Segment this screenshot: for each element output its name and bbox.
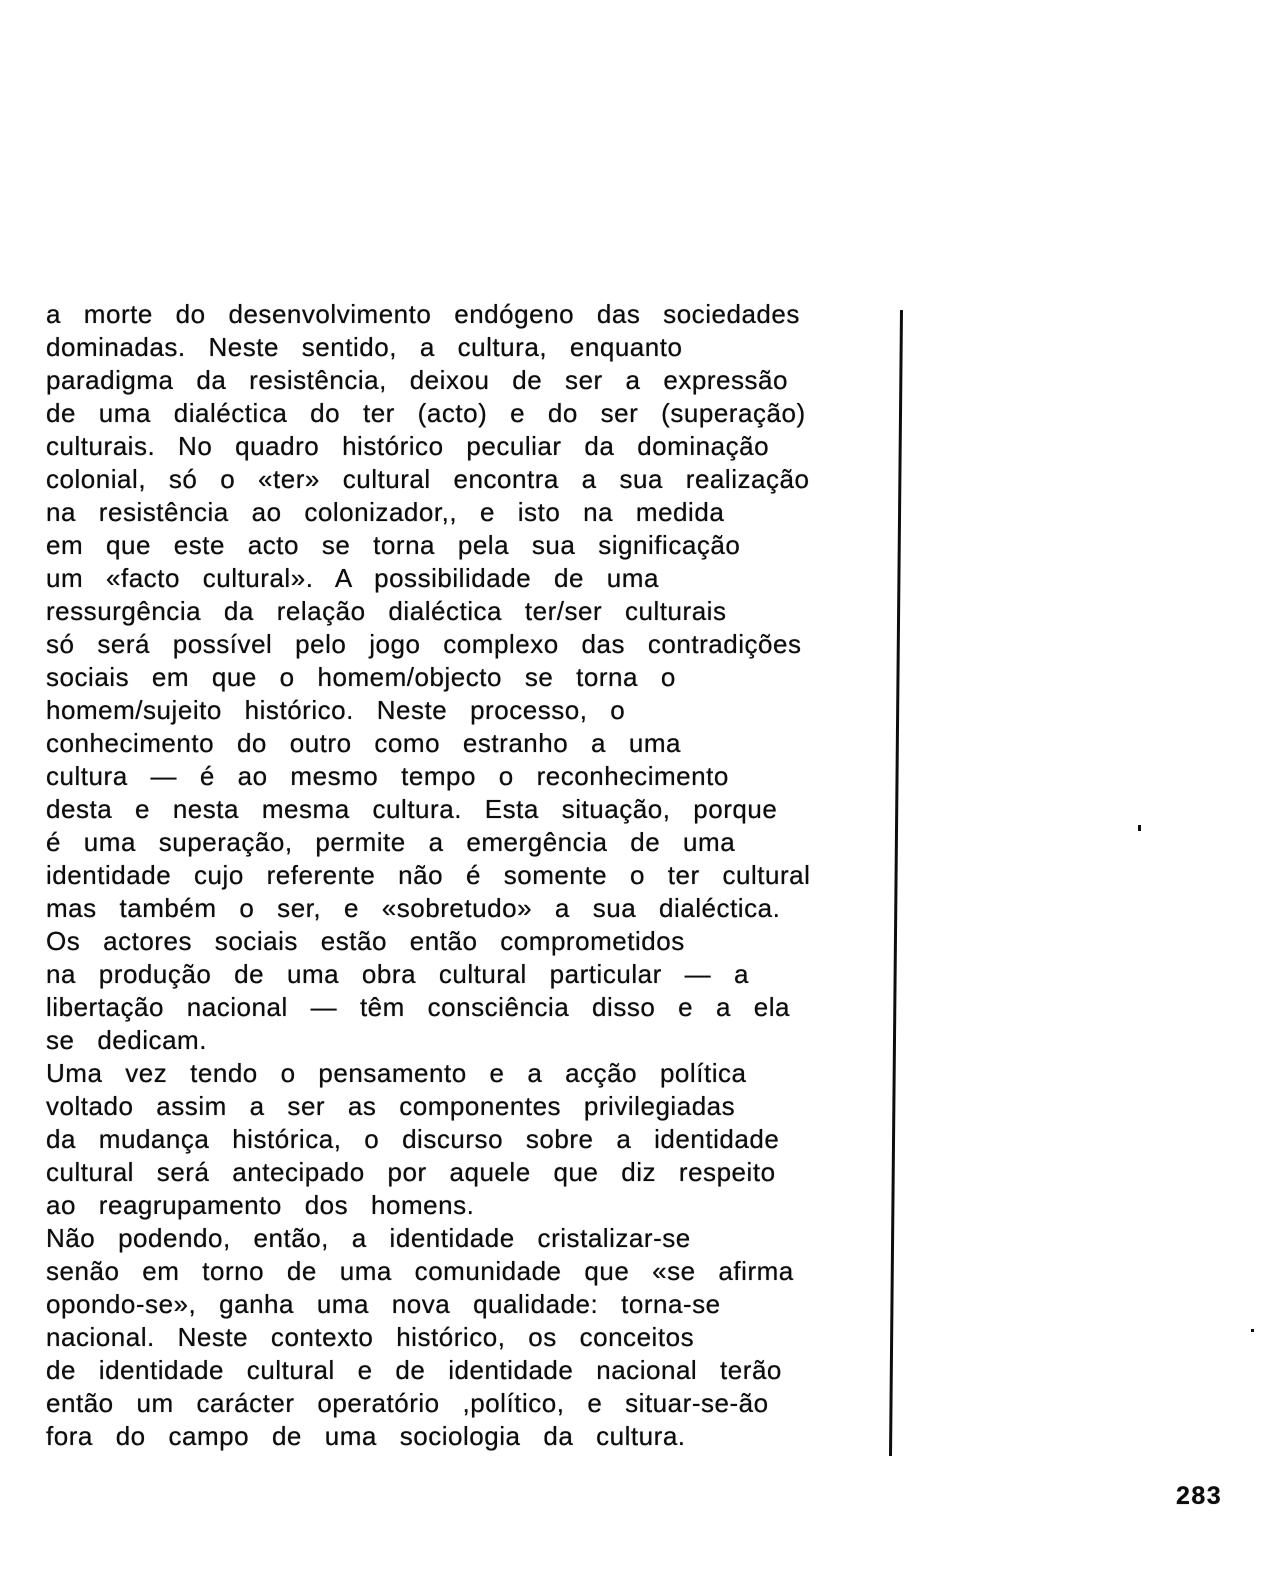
text-line: identidade cujo referente não é somente o ter cultural (46, 860, 811, 890)
text-line: conhecimento do outro como estranho a uma (46, 728, 681, 758)
text-line: de identidade cultural e de identidade nacional terão (46, 1355, 782, 1385)
text-line: em que este acto se torna pela sua significação (46, 530, 741, 560)
scan-speck (1251, 1329, 1254, 1332)
text-line: na resistência ao colonizador,, e isto na medida (46, 497, 725, 527)
text-line: opondo-se», ganha uma nova qualidade: torna-se (46, 1289, 721, 1319)
text-line: paradigma da resistência, deixou de ser a expressão (46, 365, 788, 395)
text-line: na produção de uma obra cultural particular — a (46, 959, 749, 989)
text-line: a morte do desenvolvimento endógeno das sociedades (46, 299, 800, 329)
text-line: um «facto cultural». A possibilidade de uma (46, 563, 659, 593)
text-line: mas também o ser, e «sobretudo» a sua dialéctica. (46, 893, 781, 923)
text-line: se dedicam. (46, 1025, 207, 1055)
text-line: libertação nacional — têm consciência disso e a ela (46, 992, 791, 1022)
text-line: senão em torno de uma comunidade que «se afirma (46, 1256, 794, 1286)
text-line: é uma superação, permite a emergência de uma (46, 827, 736, 857)
text-line: homem/sujeito histórico. Neste processo, o (46, 695, 626, 725)
text-line: culturais. No quadro histórico peculiar da dominação (46, 431, 770, 461)
text-line: Uma vez tendo o pensamento e a acção política (46, 1058, 747, 1088)
text-line: ao reagrupamento dos homens. (46, 1190, 475, 1220)
body-text (46, 298, 896, 1453)
text-line: Os actores sociais estão então comprometidos (46, 926, 685, 956)
text-line: sociais em que o homem/objecto se torna o (46, 662, 676, 692)
text-line: nacional. Neste contexto histórico, os conceitos (46, 1322, 695, 1352)
text-line: fora do campo de uma sociologia da cultura. (46, 1421, 686, 1451)
text-line: da mudança histórica, o discurso sobre a identidade (46, 1124, 780, 1154)
text-line: Não podendo, então, a identidade cristalizar-se (46, 1223, 691, 1253)
text-line: cultural será antecipado por aquele que diz respeito (46, 1157, 776, 1187)
page-number: 283 (1176, 1482, 1223, 1510)
text-line: ressurgência da relação dialéctica ter/ser culturais (46, 596, 727, 626)
text-line: voltado assim a ser as componentes privilegiadas (46, 1091, 736, 1121)
text-line: então um carácter operatório ,político, e situar-se-ão (46, 1388, 769, 1418)
text-line: dominadas. Neste sentido, a cultura, enquanto (46, 332, 683, 362)
text-line: cultura — é ao mesmo tempo o reconhecimento (46, 761, 729, 791)
text-line: desta e nesta mesma cultura. Esta situação, porque (46, 794, 778, 824)
scan-speck (1138, 825, 1141, 831)
text-line: colonial, só o «ter» cultural encontra a sua realização (46, 464, 810, 494)
text-line: só será possível pelo jogo complexo das contradições (46, 629, 802, 659)
text-line: de uma dialéctica do ter (acto) e do ser (superação) (46, 398, 806, 428)
